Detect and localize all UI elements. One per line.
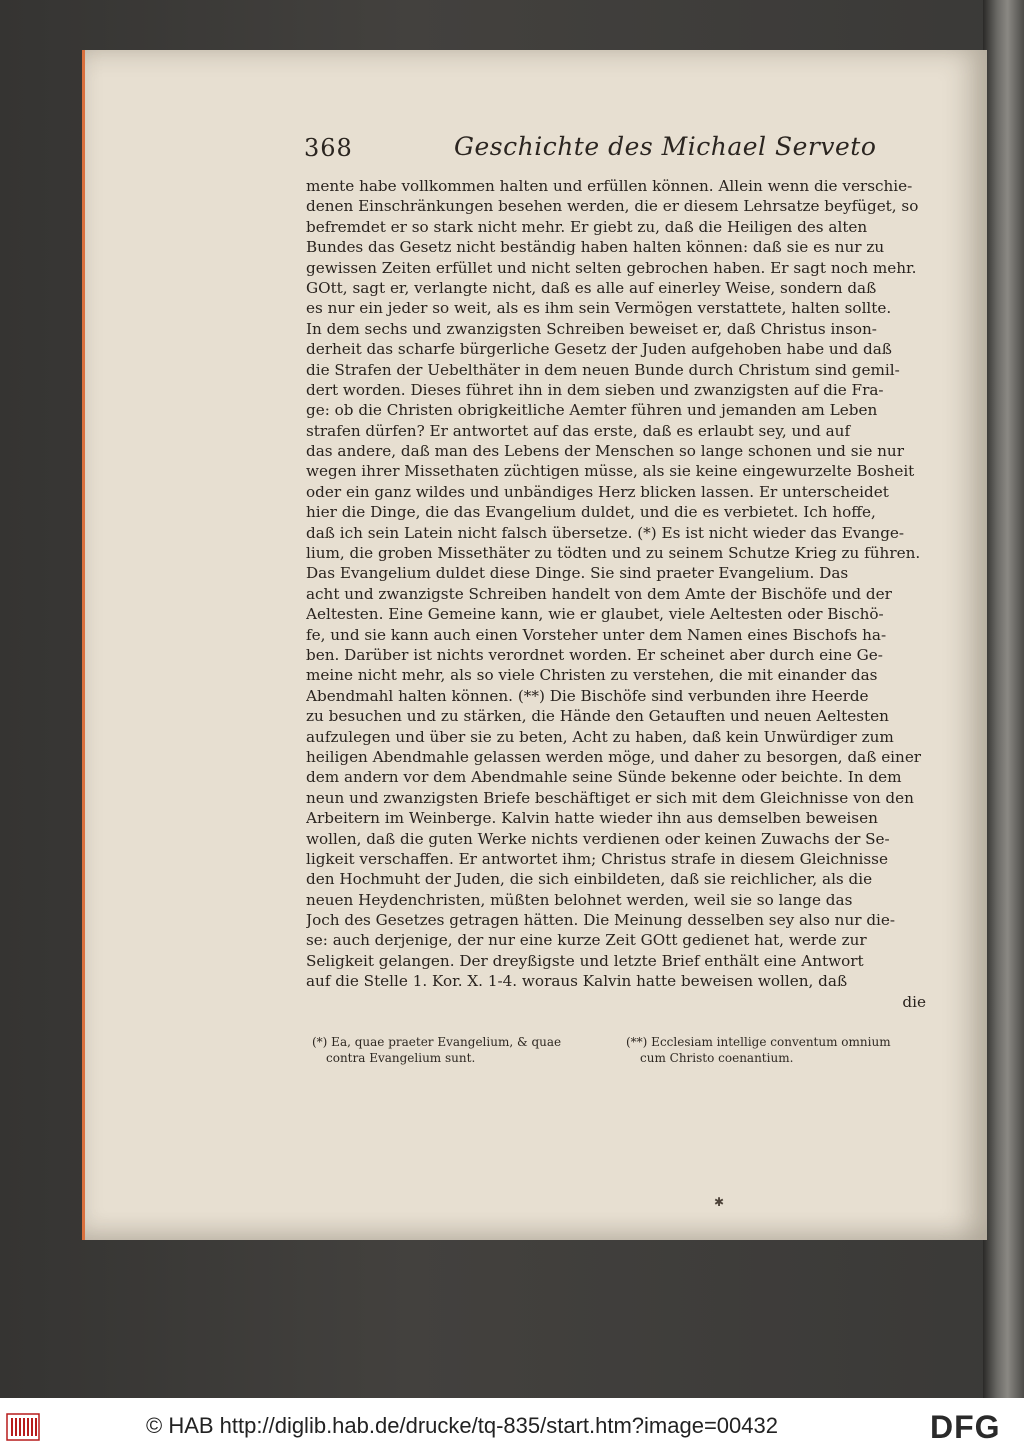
text-line: aufzulegen und über sie zu beten, Acht zu haben, daß kein Unwürdiger zum (306, 727, 894, 746)
text-line: hier die Dinge, die das Evangelium duldet, und die es verbietet. Ich hoffe, (306, 503, 876, 522)
text-line: strafen dürfen? Er antwortet auf das erste, daß es erlaubt sey, und auf (306, 421, 851, 440)
text-line: wegen ihrer Missethaten züchtigen müsse, als sie keine eingewurzelte Bosheit (306, 462, 915, 481)
text-line: es nur ein jeder so weit, als es ihm sein Vermögen verstattete, halten sollte. (306, 299, 892, 318)
text-line: meine nicht mehr, als so viele Christen zu verstehen, die mit einander das (306, 666, 878, 685)
text-line: Abendmahl halten können. (**) Die Bischöfe sind verbunden ihre Heerde (306, 686, 869, 705)
copyright-link[interactable]: © HAB http://diglib.hab.de/drucke/tq-835/start.htm?image=00432 (146, 1413, 778, 1438)
text-line: neun und zwanzigsten Briefe beschäftiget er sich mit dem Gleichnisse von den (306, 788, 914, 807)
text-line: neuen Heydenchristen, müßten belohnet werden, weil sie so lange das (306, 890, 853, 909)
text-line: se: auch derjenige, der nur eine kurze Zeit GOtt gedienet hat, werde zur (306, 931, 867, 950)
hab-logo-icon (6, 1412, 40, 1442)
footnote-left-line-1: (*) Ea, quae praeter Evangelium, & quae (312, 1035, 562, 1049)
text-line: Das Evangelium duldet diese Dinge. Sie sind praeter Evangelium. Das (306, 564, 849, 583)
text-line: ge: ob die Christen obrigkeitliche Aemter führen und jemanden am Leben (306, 401, 878, 420)
dfg-logo: DFG (930, 1409, 1001, 1445)
footnote-right-line-1: (**) Ecclesiam intellige conventum omnium (626, 1035, 891, 1049)
text-line: ligkeit verschaffen. Er antwortet ihm; Christus strafe in diesem Gleichnisse (306, 849, 888, 868)
text-line: wollen, daß die guten Werke nichts verdienen oder keinen Zuwachs der Se- (306, 829, 890, 848)
page-number: 368 (304, 134, 353, 162)
text-line: Bundes das Gesetz nicht beständig haben halten können: daß sie es nur zu (306, 238, 885, 257)
text-line: mente habe vollkommen halten und erfüllen können. Allein wenn die verschie- (306, 177, 913, 195)
page-header (300, 130, 930, 166)
ornament-icon: ✱ (714, 1195, 725, 1209)
body-text (306, 176, 926, 1012)
text-line: daß ich sein Latein nicht falsch übersetze. (*) Es ist nicht wieder das Evange- (306, 523, 905, 542)
text-line: heiligen Abendmahle gelassen werden möge, und daher zu besorgen, daß einer (306, 747, 922, 766)
text-line: auf die Stelle 1. Kor. X. 1-4. woraus Kalvin hatte beweisen wollen, daß (306, 972, 848, 991)
text-line: dem andern vor dem Abendmahle seine Sünde bekenne oder beichte. In dem (306, 768, 902, 787)
text-line: die Strafen der Uebelthäter in dem neuen Bunde durch Christum sind gemil- (306, 360, 900, 379)
footnote-left-line-2: contra Evangelium sunt. (326, 1051, 476, 1065)
text-line: derheit das scharfe bürgerliche Gesetz der Juden aufgehoben habe und daß (306, 340, 892, 359)
text-line: gewissen Zeiten erfüllet und nicht selten gebrochen haben. Er sagt noch mehr. (306, 258, 917, 277)
footnotes (312, 1034, 926, 1074)
text-line: ben. Darüber ist nichts verordnet worden. Er scheinet aber durch eine Ge- (306, 645, 883, 664)
text-line: die (902, 992, 926, 1011)
text-line: zu besuchen und zu stärken, die Hände den Getauften und neuen Aeltesten (306, 707, 889, 726)
text-line: denen Einschränkungen besehen werden, die er diesem Lehrsatze beyfüget, so (306, 197, 919, 216)
text-line: Aeltesten. Eine Gemeine kann, wie er glaubet, viele Aeltesten oder Bischö- (306, 605, 884, 624)
text-line: GOtt, sagt er, verlangte nicht, daß es alle auf einerley Weise, sondern daß (306, 278, 877, 297)
text-line: Seligkeit gelangen. Der dreyßigste und letzte Brief enthält eine Antwort (306, 951, 864, 970)
text-line: den Hochmuht der Juden, die sich einbildeten, daß sie reichlicher, als die (306, 870, 873, 889)
footnote-right (626, 1034, 926, 1066)
text-line: Joch des Gesetzes getragen hätten. Die Meinung desselben sey also nur die- (306, 911, 896, 930)
text-line: dert worden. Dieses führet ihn in dem sieben und zwanzigsten auf die Fra- (306, 380, 884, 399)
text-line: fe, und sie kann auch einen Vorsteher unter dem Namen eines Bischofs ha- (306, 625, 887, 644)
footnote-right-line-2: cum Christo coenantium. (640, 1051, 794, 1065)
running-title: Geschichte des Michael Serveto (454, 132, 877, 161)
text-line: das andere, daß man des Lebens der Menschen so lange schonen und sie nur (306, 442, 904, 461)
text-line: befremdet er so stark nicht mehr. Er giebt zu, daß die Heiligen des alten (306, 217, 868, 236)
text-line: acht und zwanzigste Schreiben handelt von dem Amte der Bischöfe und der (306, 584, 892, 603)
text-line: oder ein ganz wildes und unbändiges Herz blicken lassen. Er unterscheidet (306, 482, 889, 501)
text-line: Arbeitern im Weinberge. Kalvin hatte wieder ihn aus demselben beweisen (306, 809, 878, 828)
next-page-edge (983, 0, 1024, 1398)
text-line: In dem sechs und zwanzigsten Schreiben beweiset er, daß Christus inson- (306, 319, 877, 338)
viewer-footer (0, 1398, 1024, 1453)
text-line: lium, die groben Missethäter zu tödten und zu seinem Schutze Krieg zu führen. (306, 544, 921, 563)
footnote-left (312, 1034, 612, 1066)
